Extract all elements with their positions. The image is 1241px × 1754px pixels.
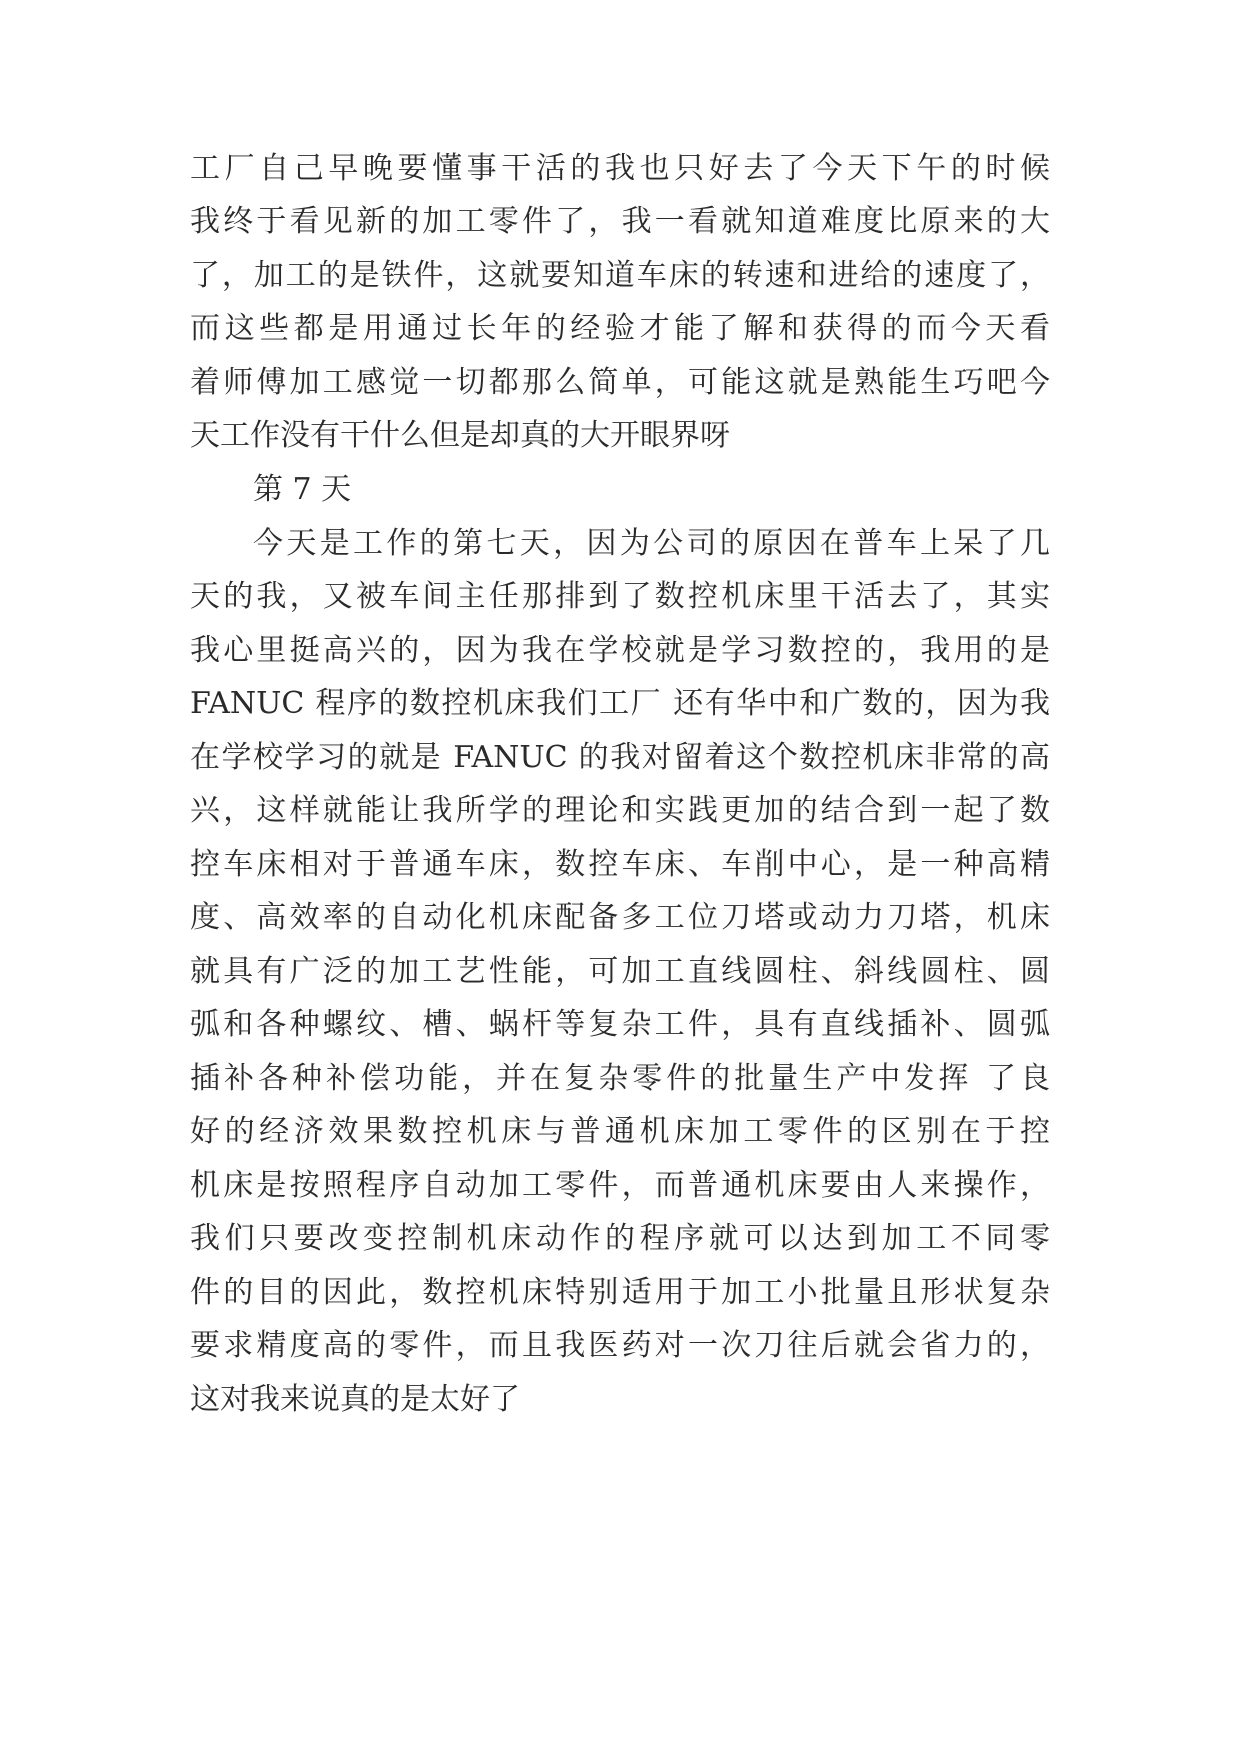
text-line: 件的目的因此，数控机床特别适用于加工小批量且形状复杂 [190, 1275, 1050, 1310]
text-line: 天的我，又被车间主任那排到了数控机床里干活去了，其实 [190, 579, 1050, 614]
text-line: 要求精度高的零件，而且我医药对一次刀往后就会省力的， [190, 1328, 1050, 1363]
text-line: 我终于看见新的加工零件了，我一看就知道难度比原来的大 [190, 204, 1050, 239]
text-line: 控车床相对于普通车床，数控车床、车削中心，是一种高精 [190, 847, 1050, 882]
text-line: 我心里挺高兴的，因为我在学校就是学习数控的，我用的是 [190, 633, 1050, 668]
text-line: 弧和各种螺纹、槽、蜗杆等复杂工件，具有直线插补、圆弧 [190, 1007, 1050, 1042]
text-line: 兴，这样就能让我所学的理论和实践更加的结合到一起了数 [190, 793, 1050, 828]
text-line: FANUC 程序的数控机床我们工厂 还有华中和广数的，因为我 [190, 686, 1050, 721]
text-line: 着师傅加工感觉一切都那么简单，可能这就是熟能生巧吧今 [190, 365, 1050, 400]
text-line: 工厂自己早晚要懂事干活的我也只好去了今天下午的时候 [190, 151, 1050, 186]
text-line: 好的经济效果数控机床与普通机床加工零件的区别在于控 [190, 1114, 1050, 1149]
text-line: 插补各种补偿功能，并在复杂零件的批量生产中发挥 了良 [190, 1061, 1050, 1096]
text-line: 天工作没有干什么但是却真的大开眼界呀 [190, 418, 730, 453]
text-line: 了，加工的是铁件，这就要知道车床的转速和进给的速度了， [190, 258, 1050, 293]
section-heading: 第 7 天 [253, 472, 352, 507]
text-line: 就具有广泛的加工艺性能，可加工直线圆柱、斜线圆柱、圆 [190, 954, 1050, 989]
text-line: 度、高效率的自动化机床配备多工位刀塔或动力刀塔，机床 [190, 900, 1050, 935]
text-line: 而这些都是用通过长年的经验才能了解和获得的而今天看 [190, 311, 1050, 346]
text-line: 在学校学习的就是 FANUC 的我对留着这个数控机床非常的高 [190, 740, 1050, 775]
text-line: 这对我来说真的是太好了 [190, 1382, 520, 1417]
text-line: 机床是按照程序自动加工零件，而普通机床要由人来操作， [190, 1168, 1050, 1203]
text-line: 今天是工作的第七天，因为公司的原因在普车上呆了几 [253, 526, 1050, 561]
text-line: 我们只要改变控制机床动作的程序就可以达到加工不同零 [190, 1221, 1050, 1256]
